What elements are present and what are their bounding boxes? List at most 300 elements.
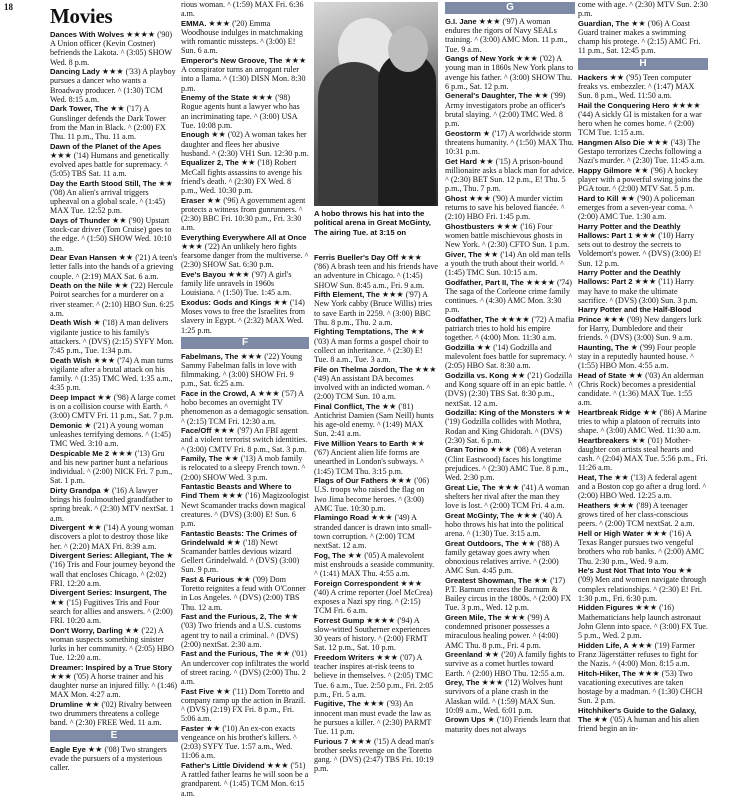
- photo-figure-man-face: [388, 26, 428, 72]
- movie-description: ★★ ('22) Hercule Poirot searches for a murderer on a river steamer. ^ (2:10) HBO Sun. 6:25 a.m.: [50, 281, 174, 318]
- movie-description: ★★★★ ('72) A mafia patriarch tries to hold his empire together. ^ (4:00) Mon. 11:30 a.m.: [445, 315, 575, 343]
- movie-description: ★★★ ('49) A stranded dancer is drawn into small-town corruption. ^ (2:00) TCM nextSat. 12 a.m.: [314, 513, 432, 551]
- movie-description: ★★ ('02) A woman takes her daughter and flees her abusive husband. ^ (2:30) VH1 Sun. 12:30 p.m.: [181, 130, 309, 158]
- movie-listing: [314, 551, 438, 579]
- movie-description: ★★ ('17) P.T. Barnum creates the Barnum & Bailey circus in the 1800s. ^ (2:00) FX Tue. 3 p.m., Wed. 12 p.m.: [445, 575, 572, 613]
- movie-listing: [50, 626, 178, 663]
- movie-description: ★★★★ ('44) A sickly GI is mistaken for a war hero when he comes home. ^ (2:00) TCM Tue. 1:15 a.m.: [578, 100, 702, 138]
- movie-listing: [578, 19, 708, 56]
- movie-title: Gangs of New York: [445, 54, 514, 64]
- movie-title: Great Lie, The: [445, 482, 496, 492]
- movie-description: ★★★ ('86) A brash teen and his friends have an adventure in Chicago. ^ (1:45) SHOW Sun. 8:45 a.m., Fri. 9 a.m.: [314, 253, 438, 290]
- movie-listing: [578, 473, 708, 501]
- movie-listing: [445, 408, 575, 445]
- movie-description: ★★★ ('22) An unlikely hero fights fearsome danger from the multiverse. ^ (2:30) SHOW Sat. 6:30 p.m.: [181, 242, 309, 270]
- movie-title: Dancing Lady: [50, 67, 100, 77]
- letter-header: G: [445, 2, 575, 14]
- movie-description: ★ ('17) A worldwide storm threatens humanity. ^ (1:50) MAX Thu. 10:31 p.m.: [445, 128, 574, 157]
- movie-description: ★★ ('96) A hockey player with a powerful swing joins the PGA tour. ^ (2:00) MTV Sat. 5 p.m.: [578, 165, 703, 194]
- movie-title: Furious 7: [314, 736, 349, 746]
- movie-description: ★★★ ('40) A hobo throws his hat into the political arena. ^ (1:30) Tue. 3:15 a.m.: [445, 510, 564, 539]
- movie-description: ★★ ('05) A human and his alien friend begin an in-: [578, 715, 699, 734]
- movie-description: ★★ ('01) Mother-daughter con artists steal hearts and cash. ^ (2:04) MAX Tue. 5:56 p.m., Fri. 11:26 a.m.: [578, 435, 708, 473]
- movie-description: ★★★★ ('90) A Union officer (Kevin Costner) befriends the Lakota. ^ (3:05) SHOW Wed. 8 p.m.: [50, 30, 173, 67]
- movie-description: ★★★ ('53) Two vacationing executives are taken hostage by a madman. ^ (1:30) CHCH Sun. 2 p.m.: [578, 668, 703, 706]
- movie-description: come with age. ^ (2:30) MTV Sun. 2:30 p.m.: [578, 0, 708, 19]
- movie-description: ★★ ('18) Newt Scamander battles devious wizard Gellert Grindelwald. ^ (DVS) (3:00) Sun. 9 p.m.: [181, 537, 300, 575]
- movie-title: Face/Off: [181, 426, 212, 436]
- movie-title: Dear Evan Hansen: [50, 253, 117, 263]
- movie-listing: [445, 539, 575, 576]
- movie-listing: [578, 669, 708, 706]
- movie-title: Greatest Showman, The: [445, 575, 532, 585]
- movie-listing: [445, 511, 575, 539]
- movie-listing: [314, 327, 438, 364]
- movie-listing: [314, 699, 438, 736]
- movie-listing: [445, 715, 575, 733]
- movie-title: Enough: [181, 130, 210, 140]
- movie-listing: [181, 454, 309, 482]
- movie-listing: [314, 579, 438, 616]
- movie-title: Greenland: [445, 650, 483, 660]
- movie-listing: [578, 305, 708, 342]
- movie-description: ★★ ('19) Godzilla collides with Mothra, Rodan and King Ghidorah. ^ (DVS) (2:30) Sat. 6 p.m.: [445, 408, 572, 445]
- movie-description: ★ ('18) A man delivers vigilante justice to his family's attackers. ^ (DVS) (2:15) SYFY Mon. 7:45 p.m., Tue. 1:34 p.m.: [50, 318, 174, 356]
- movie-description: ★★★★ ('74) The saga of the Corleone crime family continues. ^ (4:30) AMC Mon. 3:30 p.m.: [445, 277, 572, 315]
- movie-listing: [445, 157, 575, 194]
- movie-title: Equalizer 2, The: [181, 158, 239, 168]
- movie-description: ★★ ('14) Moses vows to free the Israelites from slavery in Egypt. ^ (2:32) MAX Wed. 1:25 p.m.: [181, 298, 306, 335]
- movie-description: ★★ ('15) A prison-bound millionaire asks a black man for advice. ^ (2:30) BET Sun. 12 p.m., E! Thu. 5 p.m., Thu. 7 p.m.: [445, 156, 575, 194]
- movie-title: EMMA.: [181, 18, 207, 28]
- movie-description: ★★★ ('22) Young Sammy Fabelman falls in love with filmmaking. ^ (3:00) SHOW Fri. 9 p.m., Sat. 6:25 a.m.: [181, 351, 303, 389]
- movie-listing: [578, 566, 708, 603]
- movie-description: ★★★ ('74) A man turns vigilante after a brutal attack on his family. ^ (1:35) TMC Wed. 1:35 a.m., 4:35 p.m.: [50, 355, 174, 393]
- movie-listing: [445, 445, 575, 482]
- movie-listing: [578, 166, 708, 194]
- movie-description: ★★★ ('40) A crime reporter (Joel McCrea) exposes a Nazi spy ring. ^ (2:15) TCM Fri. 6 a.m.: [314, 578, 433, 616]
- movie-title: Faster: [181, 723, 204, 733]
- movie-title: Family, The: [181, 454, 223, 464]
- letter-header: H: [578, 58, 708, 70]
- movie-title: Hitchhiker's Guide to the Galaxy, The: [578, 705, 697, 725]
- movie-title: Hidden Figures: [578, 603, 634, 613]
- movie-description: ★★★ ('97) A New York cabby (Bruce Willis) tries to save Earth in 2259. ^ (3:00) BBC Thu. 8 p.m., Thu. 2 a.m.: [314, 290, 433, 327]
- movie-title: Ghostbusters: [445, 221, 495, 231]
- movie-title: Flamingo Road: [314, 513, 369, 523]
- movie-listing: [578, 408, 708, 436]
- movie-listing: [181, 270, 309, 298]
- movie-description: ★★ ('01) An undercover cop infiltrates the world of street racing. ^ (DVS) (2:00) Thu. 2 a.m.: [181, 649, 309, 687]
- movie-description: ★★★ ('02) A young man in 1860s New York plans to avenge his father. ^ (3:00) SHOW Thu. 6 p.m., Sat. 12 p.m.: [445, 54, 574, 91]
- movie-description: ★★★ ('19) Farmer Franz Jägerstätter refuses to fight for the Nazis. ^ (4:00) Mon. 8:15 a.m.: [578, 640, 698, 669]
- movie-description: ★★★ ('41) A woman shelters her rival after the man they love is lost. ^ (2:00) TCM Fri. 4 a.m.: [445, 482, 570, 511]
- movie-description: ★★ ('90) A policeman emerges from a seven-year coma. ^ (2:00) AMC Tue. 1:30 a.m.: [578, 193, 695, 222]
- movie-title: Heartbreak Ridge: [578, 407, 641, 417]
- movie-title: Harry Potter and the Half-Blood Prince: [578, 305, 692, 324]
- movie-description: ★★★ ('93) An innocent man must evade the law as he pursues a killer. ^ (2:30) PARMT Tue. 11 p.m.: [314, 699, 432, 737]
- movie-title: Godzilla vs. Kong: [445, 371, 509, 381]
- movie-listing: [445, 194, 575, 222]
- movie-listing: [314, 253, 438, 290]
- movie-listing: [314, 290, 438, 327]
- movie-listing: [445, 613, 575, 650]
- movie-listing: [181, 529, 309, 575]
- movie-listing: [181, 233, 309, 270]
- movie-description: ★★★ ('16) Magizoologist Newt Scamander tracks down magical creatures. ^ (DVS) (3:00) E! Sun. 6 p.m.: [181, 491, 309, 529]
- movie-listing: [181, 612, 309, 649]
- movie-listing: [50, 663, 178, 700]
- movie-title: Grey, The: [445, 678, 480, 688]
- movie-title: Death Wish: [50, 318, 92, 328]
- movie-listing: [314, 402, 438, 439]
- movie-title: Divergent Series: Insurgent, The: [50, 588, 167, 598]
- movie-description: ★★ ('05) A malevolent mist enshrouds a seaside community. ^ (1:41) MAX Thu. 4:55 a.m.: [314, 550, 435, 579]
- movie-listing: [578, 343, 708, 371]
- movie-title: Fabelmans, The: [181, 351, 239, 361]
- movie-title: Five Million Years to Earth: [314, 439, 409, 449]
- movie-title: Dances With Wolves: [50, 30, 125, 39]
- movie-title: Ferris Bueller's Day Off: [314, 253, 399, 262]
- movie-listing: [445, 250, 575, 278]
- movie-title: Forrest Gump: [314, 615, 365, 625]
- movie-description: ★★★ ('10) Harry sets out to destroy the secrets to Voldemort's power. ^ (DVS) (3:00) E! Sun. 12 p.m.: [578, 231, 702, 268]
- movie-description: ★★★ ('13) Gru and his new partner hunt a nefarious individual. ^ (2:00) NICK Fri. 7 p.m., Sat. 1 p.m.: [50, 448, 173, 486]
- movie-listing: [181, 19, 309, 56]
- movie-listing: [50, 486, 178, 523]
- movie-description: ★★★ ('06) U.S. troops who raised the flag on Iwo Jima become heroes. ^ (3:00) AMC Tue. 10:30 p.m.: [314, 476, 430, 513]
- movie-description: ★★ ('09) Dom Toretto reignites a feud with O'Conner in Los Angeles. ^ (DVS) (2:00) TBS Thu. 12 a.m.: [181, 575, 306, 612]
- movie-title: Hard to Kill: [578, 193, 619, 203]
- movie-title: Divergent: [50, 523, 86, 533]
- movie-description: ★★ ('03) Two friends and a U.S. customs agent try to nail a criminal. ^ (DVS) (2:00) nextSat. 2:30 a.m.: [181, 612, 301, 649]
- movie-title: G.I. Jane: [445, 17, 477, 26]
- movie-description: ★★ ('15) Fugitives Tris and Four search for allies and answers. ^ (2:00) FRI. 10:20 a.m.: [50, 597, 173, 626]
- movie-title: Divergent Series: Allegiant, The: [50, 551, 165, 561]
- movie-description: ★★★ ('16) Four women battle mischievous ghosts in New York. ^ (2:30) CFTO Sun. 1 p.m.: [445, 221, 570, 250]
- movie-listing: [181, 130, 309, 158]
- movie-title: General's Daughter, The: [445, 91, 533, 101]
- movie-description: rious woman. ^ (1:59) MAX Fri. 6:36 a.m.: [181, 0, 304, 19]
- movie-title: Emperor's New Groove, The: [181, 56, 283, 65]
- movie-description: ★★ ('08) Two strangers evade the pursuers of a mysterious caller.: [50, 744, 167, 773]
- column-5: [578, 0, 708, 734]
- movie-listing: [314, 616, 438, 653]
- movie-listing: [50, 281, 178, 318]
- movie-description: ★★ ('22) A woman suspects something sinister lurks in her community. ^ (2:05) HBO Tue. 12:20 a.m.: [50, 625, 174, 663]
- movie-title: Fantastic Beasts: The Crimes of Grindelwald: [181, 528, 297, 547]
- movie-description: ★★★ ('97) An FBI agent and a violent terrorist switch identities. ^ (3:00) CMTV Fri. 8 p.m., Sat. 3 p.m.: [181, 426, 308, 454]
- movie-listing: [181, 389, 309, 426]
- movie-title: File on Thelma Jordon, The: [314, 364, 413, 374]
- movie-title: Green Mile, The: [445, 613, 502, 623]
- movie-listing: [578, 603, 708, 640]
- movie-title: Heartbreakers: [578, 435, 630, 445]
- movie-listing: [181, 352, 309, 389]
- movie-description: ★★ ('03) A man forms a gospel choir to collect an inheritance. ^ (2:30) E! Tue. 8 a.m., Tue. 3 a.m.: [314, 327, 429, 365]
- movie-description: ★★★ ('97) A woman endures the rigors of Navy SEALs training. ^ (3:00) AMC Mon. 11 p.m., Tue. 9 a.m.: [445, 17, 568, 54]
- movie-listing: [578, 73, 708, 101]
- movie-listing: [578, 268, 708, 305]
- movie-title: Eve's Bayou: [181, 270, 226, 280]
- movie-title: Hitch-Hiker, The: [578, 668, 636, 678]
- movie-listing: [314, 737, 438, 774]
- movie-title: Exodus: Gods and Kings: [181, 298, 272, 308]
- movie-title: Ghost: [445, 193, 467, 203]
- movie-title: Eagle Eye: [50, 744, 86, 754]
- movie-title: Demonic: [50, 420, 83, 430]
- movie-description: ★★ ('11) Dom Toretto and company ramp up the action in Brazil. ^ (DVS) (2:19) FX Fri. 8 p.m., Fri. 5:06 a.m.: [181, 686, 306, 724]
- movie-description: ★★ ('20) A family fights to survive as a comet hurtles toward Earth. ^ (2:00) HBO Thu. 12:55 a.m.: [445, 650, 575, 678]
- movie-description: ★★★ ('14) Humans and genetically evolved apes battle for supremacy. ^ (5:05) TBS Sat. 11 a.m.: [50, 150, 169, 179]
- movie-listing: [50, 142, 178, 179]
- movie-title: Fast and the Furious, The: [181, 649, 274, 659]
- movie-description: ★★ ('21) Godzilla and Kong square off in an epic battle. ^ (DVS) (2:30) TBS Sat. 8:30 p.m., nextSat. 12 a.m.: [445, 371, 573, 408]
- movie-listing: [181, 298, 309, 335]
- movie-listing: [578, 371, 708, 408]
- movie-description: ★★★ ('15) A dead man's brother seeks revenge on the Toretto gang. ^ (DVS) (2:47) TBS Fri. 10:19 p.m.: [314, 736, 434, 774]
- movie-listing: [181, 158, 309, 195]
- movie-listing: [181, 482, 309, 528]
- movie-description: ★★★ ('12) Wolves hunt survivors of a plane crash in the Alaskan wild. ^ (1:59) MAX Sun. 10:09 a.m., Wed. 6:01 p.m.: [445, 678, 563, 715]
- movie-title: Final Conflict, The: [314, 401, 380, 411]
- movie-title: Days of Thunder: [50, 216, 110, 226]
- movie-description: ★★ ('14) An old man tells a youth the truth about their world. ^ (1:45) TMC Sun. 10:15 a.m.: [445, 249, 571, 278]
- column-3: [314, 253, 438, 774]
- movie-description: ★★ ('13) A federal agent and a Boston cop go after a drug lord. ^ (2:00) HBO Wed. 12:25 a.m.: [578, 473, 707, 501]
- movie-title: Hell or High Water: [578, 529, 644, 539]
- movie-listing: [50, 318, 178, 355]
- movie-title: Giver, The: [445, 249, 482, 259]
- movie-title: Great Outdoors, The: [445, 538, 519, 548]
- movie-listing: [445, 315, 575, 343]
- movie-title: Dreamer: Inspired by a True Story: [50, 662, 172, 672]
- movie-title: Drumline: [50, 700, 83, 710]
- movie-listing: [181, 0, 309, 18]
- movie-listing: [578, 194, 708, 222]
- movie-title: Deep Impact: [50, 392, 96, 402]
- movie-title: Fog, The: [314, 550, 346, 560]
- movie-title: Fighting Temptations, The: [314, 327, 409, 337]
- movie-description: ★★★ ('16) A Texas Ranger pursues two vengeful brothers who rob banks. ^ (2:00) AMC Thu. 2:30 p.m., Wed. 9 a.m.: [578, 529, 704, 566]
- movie-listing: [50, 745, 178, 773]
- movie-description: ★★ ('98) A large comet is on a collision course with Earth. ^ (3:00) CMTV Fri. 11 p.m., Sat. 7 p.m.: [50, 392, 176, 421]
- movie-listing: [181, 761, 309, 798]
- movie-title: Hidden Life, A: [578, 640, 629, 650]
- movie-listing: [578, 501, 708, 529]
- movie-title: Flags of Our Fathers: [314, 476, 389, 486]
- movie-description: ★★★ A conspirator turns an arrogant ruler into a llama. ^ (1:30) DISN Mon. 8:30 p.m.: [181, 56, 307, 93]
- movie-description: ★★★★ ('94) A slow-witted Southerner experiences 30 years of history. ^ (2:00) FRMT Sat. 12 p.m., Sat. 10 p.m.: [314, 615, 430, 653]
- movie-title: Geostorm: [445, 128, 481, 138]
- movie-description: ★★★ ('05) A horse trainer and his daughter nurse an injured filly. ^ (1:46) MAX Mon. 4:27 a.m.: [50, 672, 178, 700]
- column-4: [445, 0, 575, 734]
- movie-title: Fast Five: [181, 686, 214, 696]
- column-2: [181, 0, 309, 798]
- letter-header: F: [181, 337, 309, 349]
- movie-title: Day the Earth Stood Still, The: [50, 178, 157, 188]
- movie-title: Everything Everywhere All at Once: [181, 232, 307, 242]
- movie-description: ★ ('16) Tris and Four journey beyond the wall that encloses Chicago. ^ (2:02) FRI. 12:20 a.m.: [50, 551, 176, 588]
- movie-listing: [181, 93, 309, 130]
- movie-listing: [181, 649, 309, 686]
- movie-listing: [445, 343, 575, 371]
- movie-title: Face in the Crowd, A: [181, 389, 256, 399]
- movie-title: Despicable Me 2: [50, 448, 110, 458]
- movie-listing: [445, 91, 575, 128]
- movie-listing: [50, 30, 178, 67]
- movie-description: ★★ ('10) An ex-con exacts vengeance on his brother's killers. ^ (2:03) SYFY Tue. 1:57 a.m., Wed. 11:06 a.m.: [181, 723, 297, 761]
- movie-title: Dawn of the Planet of the Apes: [50, 141, 162, 151]
- movie-title: Head of State: [578, 370, 627, 380]
- movie-description: ★★ ('14) A young woman discovers a plot to destroy those like her. ^ (2:20) MAX Fri. 8:39 a.m.: [50, 523, 174, 551]
- movie-title: Enemy of the State: [181, 93, 250, 103]
- movie-listing: [181, 687, 309, 724]
- movie-listing: [181, 196, 309, 233]
- movie-description: ★★★ ('11) Harry may have to make the ultimate sacrifice. ^ (DVS) (3:00) Sun. 3 p.m.: [578, 277, 698, 305]
- movie-listing: [181, 724, 309, 761]
- movie-title: Heat, The: [578, 473, 613, 483]
- movie-title: Dark Tower, The: [50, 104, 109, 114]
- movie-title: Heathers: [578, 501, 611, 511]
- movie-description: ★★★ ('20) Emma Woodhouse indulges in matchmaking with romantic missteps. ^ (3:00) E! Sun. 6 a.m.: [181, 18, 303, 56]
- movie-title: Fantastic Beasts and Where to Find Them: [181, 482, 292, 501]
- movie-listing: [50, 449, 178, 486]
- movie-listing: [50, 588, 178, 625]
- movie-listing: [445, 17, 575, 54]
- movie-title: Get Hard: [445, 156, 478, 166]
- movie-description: ★★ ('86) A Marine tries to whip a platoon of recruits into shape. ^ (3:00) AMC Wed. 11:30 a.m.: [578, 407, 707, 436]
- movie-title: Gran Torino: [445, 445, 488, 455]
- movie-listing: [578, 706, 708, 734]
- movie-description: ★★ ('14) Godzilla and malevolent foes battle for supremacy. ^ (2:05) HBO Sat. 8:30 a.m.: [445, 343, 573, 371]
- movie-description: ★★ ('13) A mob family is relocated to a sleepy French town. ^ (2:00) SHOW Wed. 3 p.m.: [181, 454, 306, 482]
- movie-description: ★★ ('81) Antichrist Damien (Sam Neill) hunts his age-old enemy. ^ (1:49) MAX Sun. 2:41 a.m.: [314, 401, 434, 439]
- page-number: 18: [4, 2, 13, 12]
- movie-description: ★ ('10) Friends learn that maturity does not always: [445, 715, 571, 734]
- movie-title: Death Wish: [50, 355, 92, 365]
- movie-title: Fast and the Furious, 2, The: [181, 612, 282, 622]
- movie-listing: [578, 436, 708, 473]
- movie-listing: [445, 54, 575, 91]
- movie-listing: [445, 678, 575, 715]
- movie-description: ★★★ ('43) The Gestapo terrorizes Czechs following a Nazi's murder. ^ (2:30) Tue. 11:45 a.m.: [578, 137, 705, 166]
- movie-listing: [50, 421, 178, 449]
- movie-listing: [445, 483, 575, 511]
- movie-description: ★★ ('03) An alderman (Chris Rock) becomes a presidential candidate. ^ (1:36) MAX Tue. 1:55 a.m.: [578, 370, 704, 408]
- movie-listing: [445, 650, 575, 678]
- movie-listing: [578, 0, 708, 18]
- movie-title: Don't Worry, Darling: [50, 625, 123, 635]
- movie-listing: [50, 104, 178, 141]
- movie-title: Hail the Conquering Hero: [578, 100, 670, 110]
- movie-listing: [578, 138, 708, 166]
- movie-title: Godfather, The: [445, 315, 499, 325]
- photo-figure-man-body: [378, 52, 436, 206]
- movie-title: Happy Gilmore: [578, 165, 633, 175]
- movie-title: Hangmen Also Die: [578, 137, 645, 147]
- movie-description: ★★★ ('16) Mathematicians help launch astronaut John Glenn into space. ^ (3:00) FX Tue. 5 p.m., Wed. 2 p.m.: [578, 603, 708, 641]
- movie-listing: [578, 529, 708, 566]
- movie-title: Harry Potter and the Deathly Hallows: Part 1: [578, 221, 681, 241]
- movie-title: Death on the Nile: [50, 281, 113, 291]
- movie-description: ★★ ('95) Teen computer freaks vs. embezzler. ^ (1:47) MAX Sun. 8 p.m., Wed. 11:50 a.m.: [578, 72, 695, 101]
- movie-description: ★★ ('88) A family getaway goes awry when obnoxious relatives arrive. ^ (2:00) AMC Sun. 4:45 p.m.: [445, 538, 560, 576]
- movie-listing: [181, 575, 309, 612]
- movie-listing: [314, 476, 438, 513]
- movie-listing: [445, 371, 575, 408]
- movie-listing: [50, 700, 178, 728]
- movie-listing: [50, 253, 178, 281]
- movie-description: ★★★ ('89) A teenager grows tired of her class-conscious peers. ^ (2:00) TCM nextSat. 2 a.m.: [578, 501, 695, 529]
- movie-title: Foreign Correspondent: [314, 578, 399, 588]
- photo-caption: A hobo throws his hat into the political arena in Great McGinty, The airing Tue. at 3:15 on: [314, 209, 431, 237]
- movie-listing: [50, 356, 178, 393]
- movie-listing: [50, 551, 178, 588]
- movie-title: Godzilla: King of the Monsters: [445, 408, 555, 418]
- movie-listing: [445, 576, 575, 613]
- movie-title: Fast & Furious: [181, 575, 235, 585]
- movie-description: ★★★ ('57) A hobo becomes an overnight TV phenomenon as a demagogic sensation. ^ (2:15) TCM Fri. 12:30 a.m.: [181, 389, 309, 426]
- movie-listing: [578, 101, 708, 138]
- movie-description: ★★ ('18) Robert McCall fights assassins to avenge his friend's death. ^ (2:30) FX Wed. 8 p.m., Wed. 10:30 p.m.: [181, 158, 302, 196]
- movie-title: Haunting, The: [578, 342, 629, 352]
- movie-description: ★★ ('06) A Coast Guard trainer makes a swimming champ his protege. ^ (2:15) AMC Fri. 11 p.m., Sat. 12:45 p.m.: [578, 18, 701, 56]
- movie-description: ★★★ ('08) A veteran (Clint Eastwood) faces his longtime prejudices. ^ (2:30) AMC Tue. 8 p.m., Wed. 2:30 p.m.: [445, 445, 569, 483]
- movie-description: ★★ ('02) Rivalry between two drummers threatens a college band. ^ (2:30) FREE Wed. 11 a.m.: [50, 700, 172, 728]
- movie-listing: [445, 129, 575, 157]
- movie-title: He's Just Not That Into You: [578, 566, 677, 576]
- movie-title: Fifth Element, The: [314, 290, 380, 300]
- movie-listing: [314, 513, 438, 550]
- movie-title: Fugitive, The: [314, 699, 361, 709]
- movie-description: ★★ ('08) An alien's arrival triggers upheaval on a global scale. ^ (1:45) MAX Tue. 12:52 p.m.: [50, 178, 173, 216]
- movie-title: Dirty Grandpa: [50, 486, 101, 496]
- movie-listing: [314, 439, 438, 476]
- movie-listing: [445, 222, 575, 250]
- movie-listing: [50, 179, 178, 216]
- movie-description: ★ ('21) A young woman unleashes terrifying demons. ^ (1:45) TMC Wed. 3:10 a.m.: [50, 420, 171, 449]
- movie-description: ★★★ ('90) A murder victim returns to save his beloved fiancée. ^ (2:10) HBO Fri. 1:45 p.m.: [445, 193, 565, 222]
- movie-listing: [578, 222, 708, 268]
- movie-description: ★★★ ('07) A teacher inspires at-risk teens to believe in themselves. ^ (2:05) TMC Tue. 6 a.m., Tue. 2:50 p.m., Fri. 2:05 p.m., Fri. 5 a.m.: [314, 653, 434, 699]
- movie-listing: [50, 216, 178, 253]
- movie-description: ★★★ ('49) An assistant DA becomes involved with an indicted woman. ^ (2:00) TCM Sun. 10 a.m.: [314, 364, 437, 402]
- movie-title: Hackers: [578, 72, 608, 82]
- movie-listing: [314, 653, 438, 699]
- section-title: Movies: [50, 4, 113, 28]
- movie-description: ★★★ ('98) Rogue agents hunt a lawyer who has an incriminating tape. ^ (3:00) USA Tue. 10:08 p.m.: [181, 93, 300, 130]
- movie-listing: [181, 426, 309, 454]
- movie-listing: [50, 393, 178, 421]
- movie-photo: [314, 2, 438, 206]
- movie-description: ★★ ('67) Ancient alien life forms are unearthed in London's subways. ^ (1:45) TCM Thu. 3:15 p.m.: [314, 439, 425, 476]
- movie-listing: [50, 523, 178, 551]
- movie-title: Grown Ups: [445, 715, 486, 725]
- movie-title: Great McGinty, The: [445, 510, 515, 520]
- movie-description: ★★★ ('51) A rattled father learns he will soon be a grandparent. ^ (1:45) TCM Mon. 6:15 a.m.: [181, 761, 309, 798]
- movie-title: Freedom Writers: [314, 653, 375, 663]
- movie-listing: [50, 67, 178, 104]
- movie-title: Guardian, The: [578, 18, 630, 28]
- movie-description: ★★★ ('97) A girl's family life unravels in 1960s Louisiana. ^ (1:50) Tue. 1:45 a.m.: [181, 270, 292, 298]
- movie-listing: [445, 278, 575, 315]
- movie-description: ★★★ ('99) A condemned prisoner possesses a miraculous healing power. ^ (4:00) AMC Thu. 8 p.m., Fri. 4 p.m.: [445, 613, 559, 650]
- movie-description: ★ ('99) Four people stay in a reputedly haunted house. ^ (1:55) HBO Mon. 4:55 a.m.: [578, 342, 696, 371]
- movie-description: ★★★ ('33) A playboy pursues a dancer who wants a Broadway producer. ^ (1:30) TCM Wed. 8:15 a.m.: [50, 67, 176, 104]
- movie-title: Godzilla: [445, 343, 475, 353]
- movie-title: Eraser: [181, 195, 205, 205]
